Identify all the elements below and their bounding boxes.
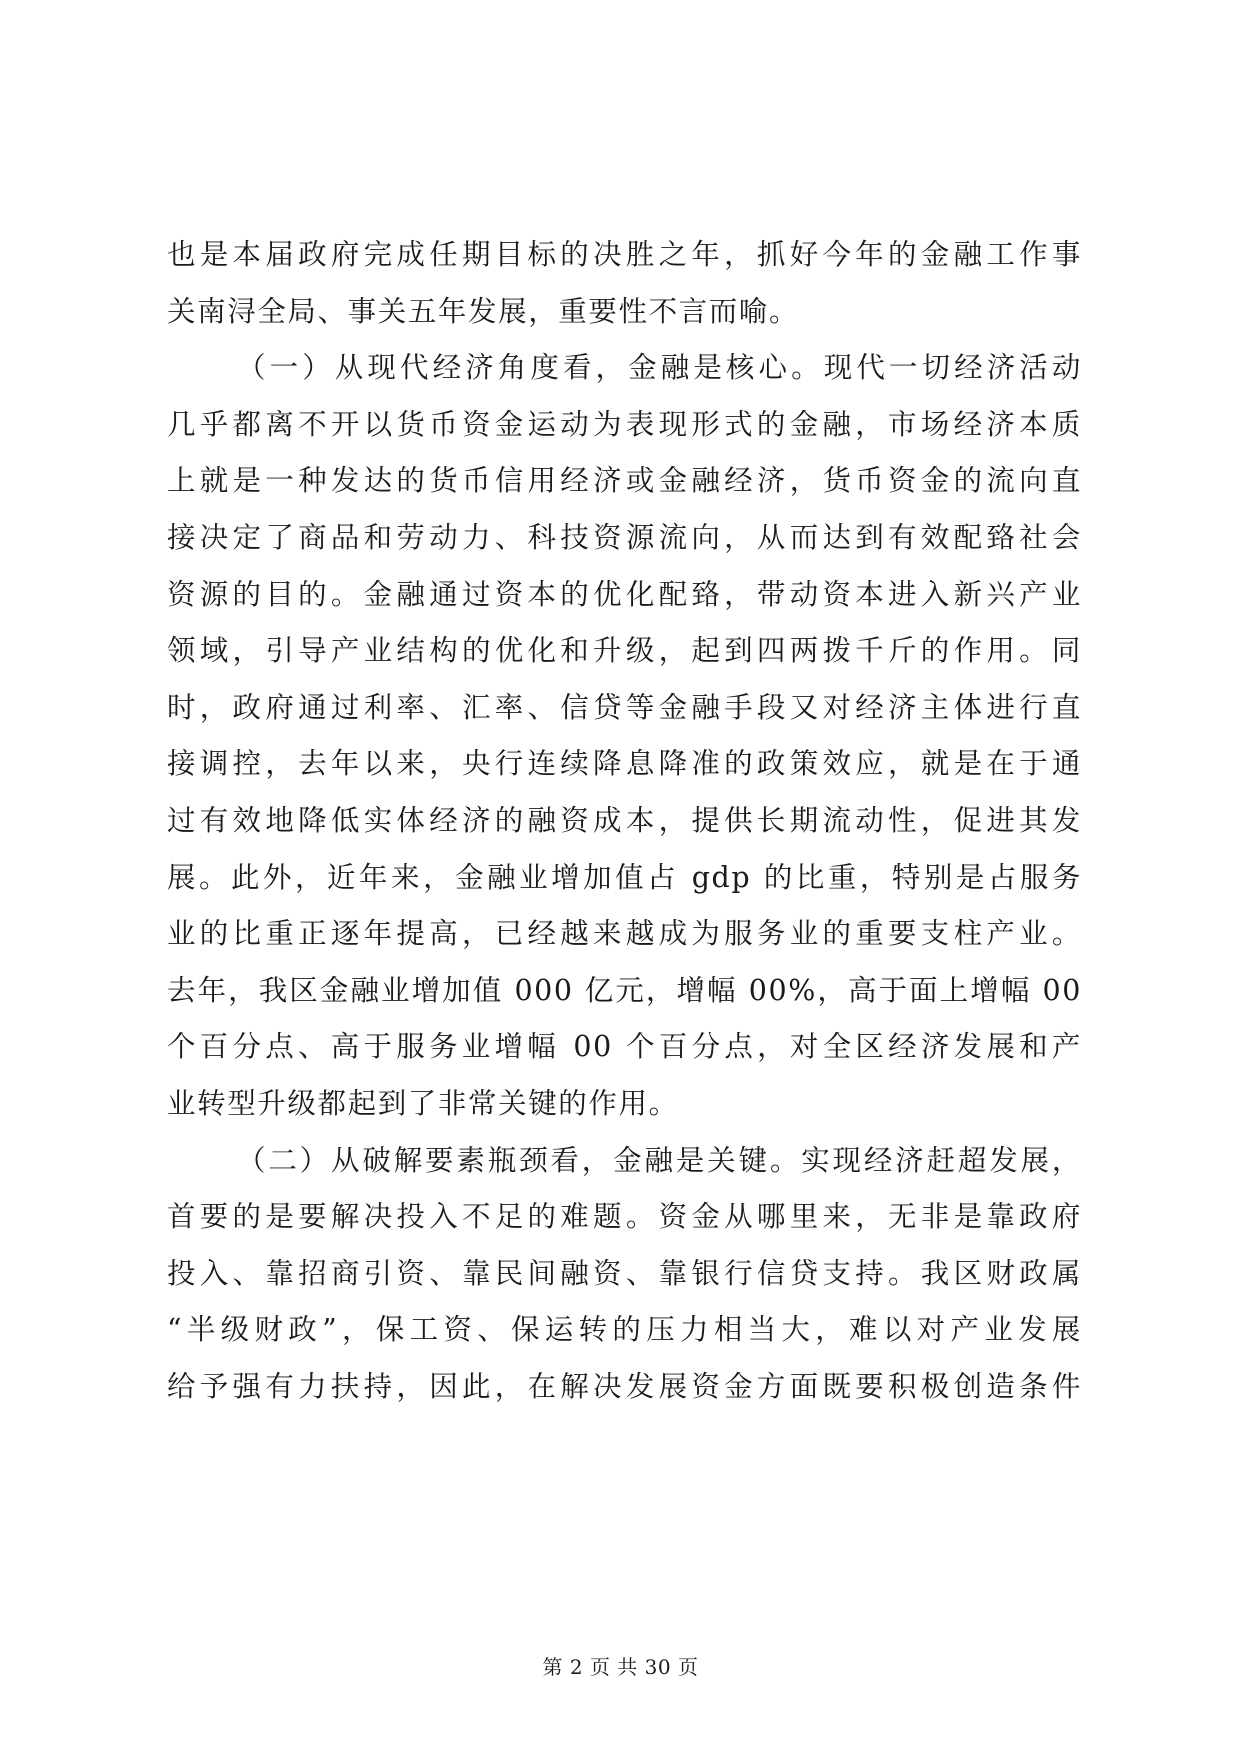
text-line: 也是本届政府完成任期目标的决胜之年，抓好今年的金融工作事	[167, 238, 1082, 271]
body-text	[167, 227, 1082, 1415]
text-line: 业转型升级都起到了非常关键的作用。	[167, 1086, 679, 1120]
text-line: 资源的目的。金融通过资本的优化配臵，带动资本进入新兴产业	[167, 577, 1082, 611]
text-line: 关南浔全局、事关五年发展，重要性不言而喻。	[167, 294, 800, 328]
text-line: 投入、靠招商引资、靠民间融资、靠银行信贷支持。我区财政属	[167, 1256, 1082, 1290]
text-line: 展。此外，近年来，金融业增加值占 gdp 的比重，特别是占服务	[167, 860, 1082, 894]
text-line: 首要的是要解决投入不足的难题。资金从哪里来，无非是靠政府	[167, 1200, 1082, 1234]
text-line: “半级财政”，保工资、保运转的压力相当大，难以对产业发展	[167, 1313, 1082, 1347]
paragraph-start-line: （二）从破解要素瓶颈看，金融是关键。实现经济赶超发展，	[237, 1143, 1082, 1177]
text-line: 接调控，去年以来，央行连续降息降准的政策效应，就是在于通	[167, 747, 1082, 781]
text-line: 业的比重正逐年提高，已经越来越成为服务业的重要支柱产业。	[167, 917, 1082, 951]
text-line: 个百分点、高于服务业增幅 00 个百分点，对全区经济发展和产	[167, 1030, 1082, 1064]
text-line: 给予强有力扶持，因此，在解决发展资金方面既要积极创造条件	[167, 1369, 1082, 1403]
text-line: 时，政府通过利率、汇率、信贷等金融手段又对经济主体进行直	[167, 690, 1082, 724]
page-number-footer: 第 2 页 共 30 页	[542, 1655, 699, 1679]
text-line: 上就是一种发达的货币信用经济或金融经济，货币资金的流向直	[167, 464, 1082, 498]
text-line: 过有效地降低实体经济的融资成本，提供长期流动性，促进其发	[167, 803, 1082, 837]
text-line: 几乎都离不开以货币资金运动为表现形式的金融，市场经济本质	[167, 407, 1082, 441]
text-line: 去年，我区金融业增加值 000 亿元，增幅 00%，高于面上增幅 00	[167, 973, 1082, 1007]
paragraph-start-line: （一）从现代经济角度看，金融是核心。现代一切经济活动	[237, 351, 1082, 385]
text-line: 领域，引导产业结构的优化和升级，起到四两拨千斤的作用。同	[167, 634, 1082, 668]
text-line: 接决定了商品和劳动力、科技资源流向，从而达到有效配臵社会	[167, 520, 1082, 554]
